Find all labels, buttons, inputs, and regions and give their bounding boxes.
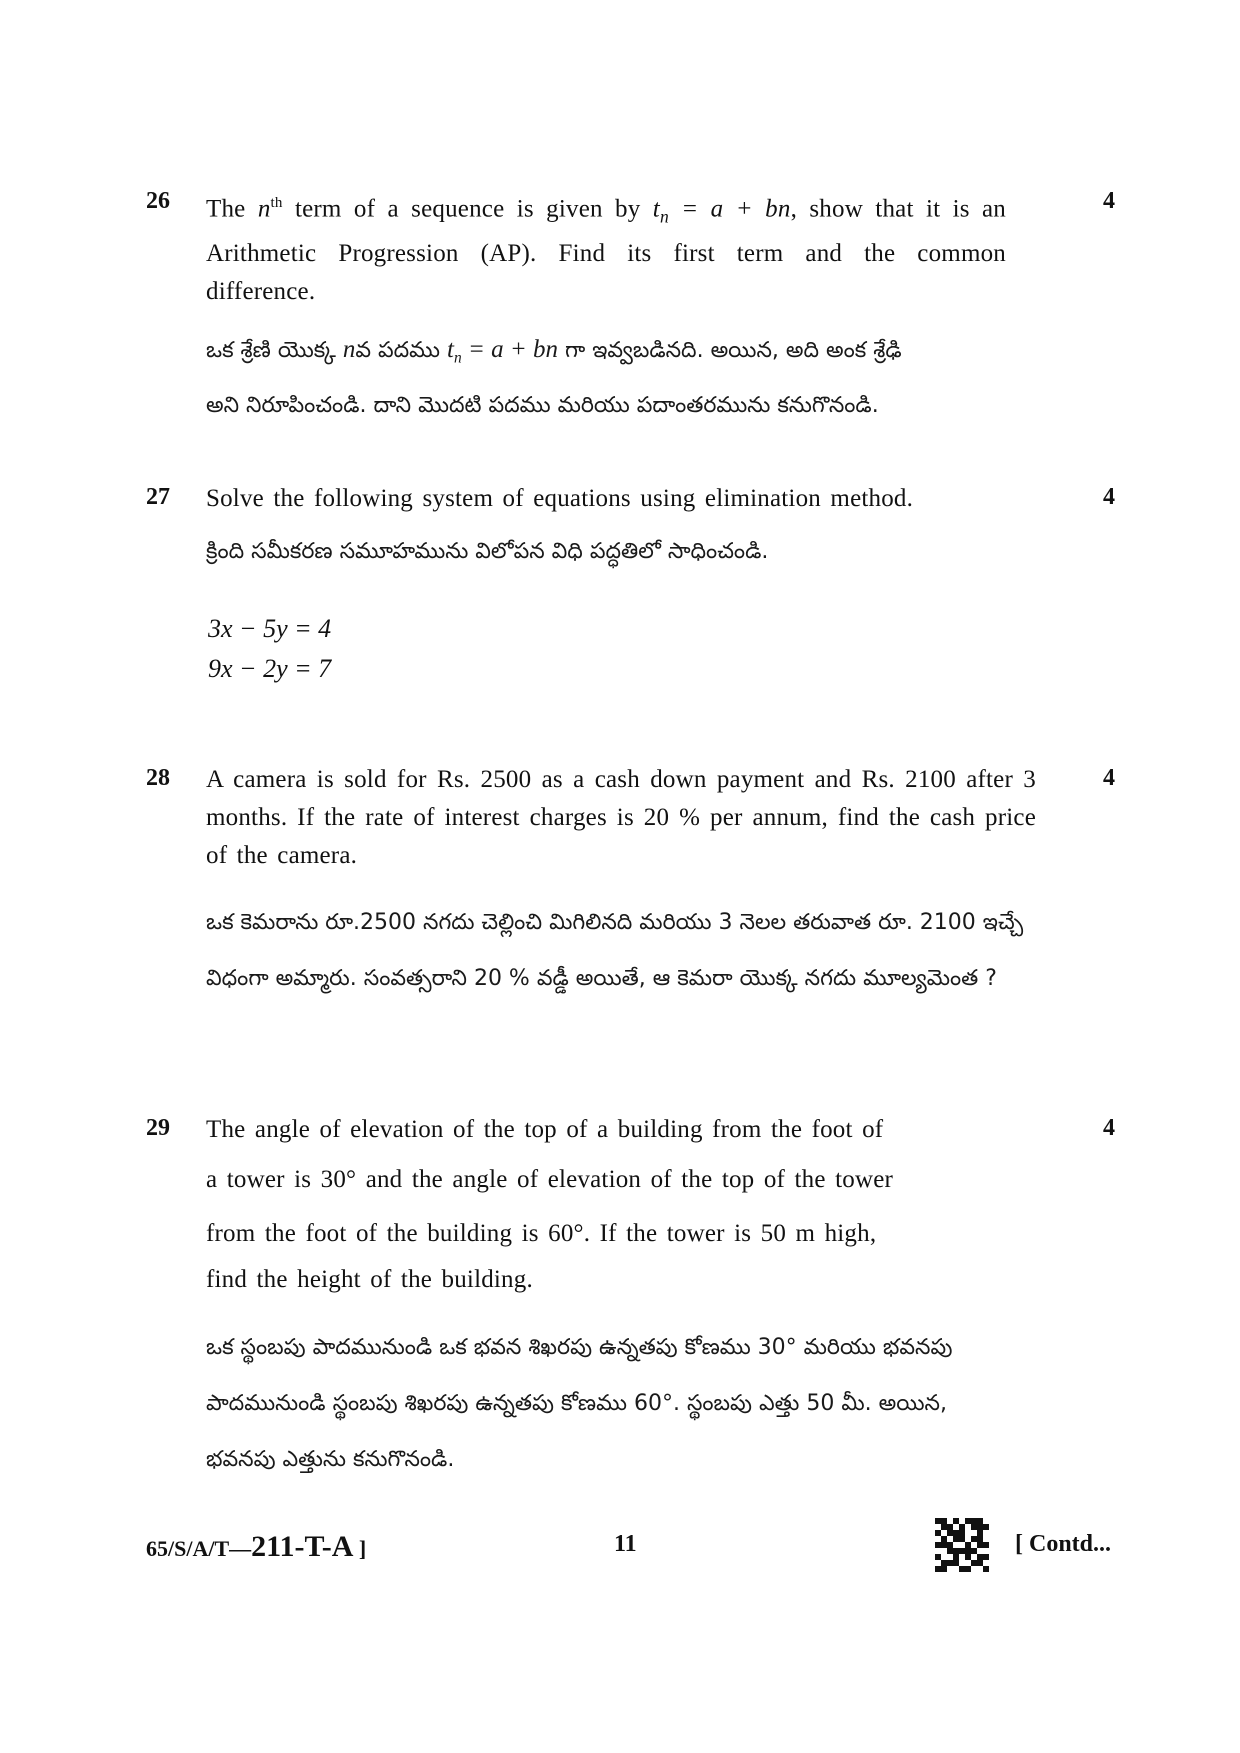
question-number: 27 xyxy=(146,484,170,510)
page-number: 11 xyxy=(614,1531,637,1557)
question-text-telugu: క్రింది సమీకరణ సమూహమును విలోపన విధి పద్ధతిలో సాధించండి. xyxy=(206,539,769,564)
question-marks: 4 xyxy=(1103,1115,1115,1141)
question-number: 28 xyxy=(146,765,170,791)
question-text-english: A camera is sold for Rs. 2500 as a cash down payment and Rs. 2100 after 3 months. If the rate of interest charges is 20 % per annum, find the cash price of the camera. xyxy=(206,766,1036,869)
question-text-telugu: ఒక స్థంబపు పాదమునుండి ఒక భవన శిఖరపు ఉన్నతపు కోణము 30° మరియు భవనపు పాదమునుండి స్థంబపు శిఖరపు ఉన్నతపు కోణము 60°. స్థంబపు ఎత్తు 50 మీ. అయిన, భవనపు ఎత్తును కనుగొనండి. xyxy=(206,1335,953,1472)
question-text-telugu: ఒక కెమరాను రూ.2500 నగదు చెల్లించి మిగిలినది మరియు 3 నెలల తరువాత రూ. 2100 ఇచ్చే విధంగా అమ్మారు. సంవత్సరాని 20 % వడ్డీ అయితే, ఆ కెమరా యొక్క నగదు మూల్యమెంత ? xyxy=(206,910,1024,991)
question-number: 29 xyxy=(146,1115,170,1141)
question-marks: 4 xyxy=(1103,188,1115,214)
continued-label: [ Contd... xyxy=(1015,1531,1112,1557)
question-text-telugu: ఒక శ్రేణి యొక్క nవ పదము $t_n = a$ + bn గా ఇవ్వబడినది. అయిన, అది అంక శ్రేఢి అని నిరూపించండి. దాని మొదటి పదము మరియు పదాంతరమును కనుగొనండి. xyxy=(206,336,902,419)
qr-code-icon xyxy=(935,1518,989,1572)
question-text-english: The angle of elevation of the top of a building from the foot of a tower is 30° and the angle of elevation of the top of the tower from the foot of the building is 60°. If the tower is 50 m high, find the height of the building. xyxy=(206,1116,894,1293)
question-text-english: The $n^{th}$ term of a sequence is given by $t_n = a$ + bn, show that it is an Arithmetic Progression (AP). Find its first term and the common difference. xyxy=(206,195,1007,306)
equation-2: 9x − 2y = 7 xyxy=(208,654,332,683)
paper-code: 65/S/A/T—211-T-A ] xyxy=(146,1530,367,1563)
question-marks: 4 xyxy=(1103,484,1115,510)
question-marks: 4 xyxy=(1103,765,1115,791)
question-text-english: Solve the following system of equations using elimination method. xyxy=(206,485,914,512)
equation-1: 3x − 5y = 4 xyxy=(208,614,332,643)
question-number: 26 xyxy=(146,188,170,214)
